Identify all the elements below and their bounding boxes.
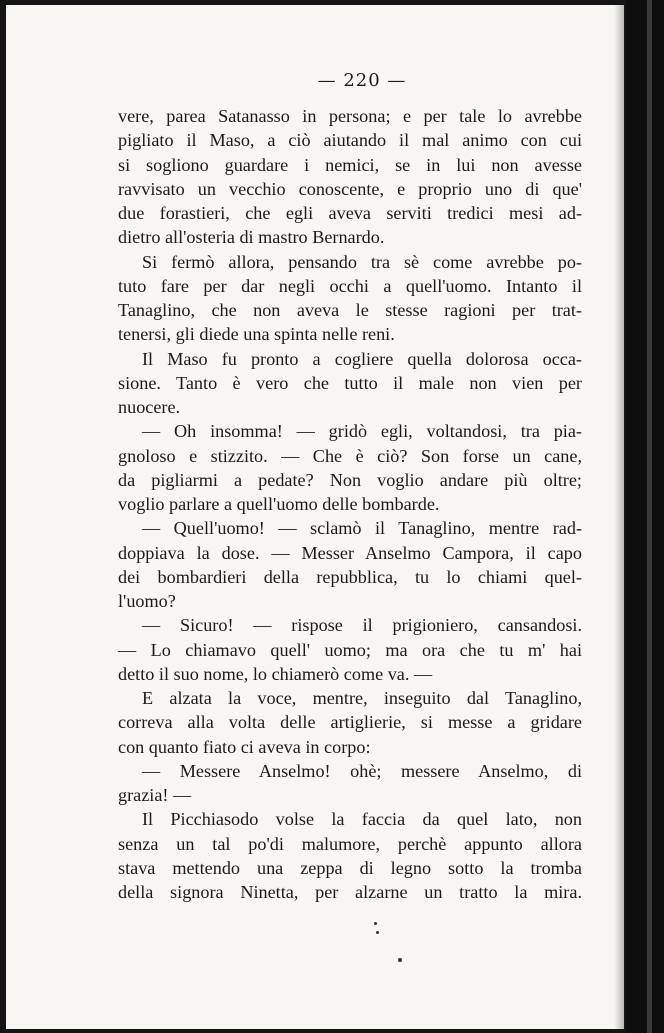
text-line: voglio parlare a quell'uomo delle bombarde. <box>118 494 440 514</box>
text-line: — Messere Anselmo! ohè; messere Anselmo, di <box>142 760 582 781</box>
text-line: due forastieri, che egli aveva serviti tredici mesi ad- <box>118 203 582 223</box>
text-line: Il Picchiasodo volse la faccia da quel lato, non <box>142 809 582 830</box>
text-line: della signora Ninetta, per alzarne un tratto la mira. <box>118 882 582 902</box>
text-line: doppiava la dose. — Messer Anselmo Campora, il capo <box>118 542 582 563</box>
text-line: gnoloso e stizzito. — Che è ciò? Son forse un cane, <box>118 445 582 466</box>
text-line: tuto fare per dar negli occhi a quell'uomo. Intanto il <box>118 275 582 296</box>
text-line: si sogliono guardare i nemici, se in lui non avesse <box>118 154 582 175</box>
paragraph <box>118 347 582 420</box>
text-line: correva alla volta delle artiglierie, si messe a gridare <box>118 712 582 733</box>
text-line: l'uomo? <box>118 591 176 611</box>
paragraph <box>118 104 582 250</box>
text-line: detto il suo nome, lo chiamerò come va. — <box>118 663 433 684</box>
scan-right-edge <box>626 0 664 1033</box>
text-line: senza un tal po'di malumore, perchè appunto allora <box>118 833 582 854</box>
paragraph <box>118 686 582 759</box>
text-line: — Quell'uomo! — sclamò il Tanaglino, mentre rad- <box>142 518 582 539</box>
scan-speck <box>374 922 377 925</box>
scan-speck <box>376 931 379 934</box>
text-line: vere, parea Satanasso in persona; e per tale lo avrebbe <box>118 106 582 126</box>
text-line: Tanaglino, che non aveva le stesse ragioni per trat- <box>118 300 582 320</box>
text-line: da pigliarmi a pedate? Non voglio andare più oltre; <box>118 469 582 490</box>
text-line: sione. Tanto è vero che tutto il male non vien per <box>118 372 582 393</box>
paragraph <box>118 516 582 613</box>
text-line: grazia! — <box>118 785 192 805</box>
text-body <box>118 104 582 904</box>
scan-edge-stripe <box>647 0 652 1033</box>
spine-shadow <box>614 5 624 1029</box>
text-line: ravvisato un vecchio conoscente, e proprio uno di que' <box>118 178 582 199</box>
text-line: — Lo chiamavo quell' uomo; ma ora che tu m' hai <box>118 639 582 660</box>
text-line: — Oh insomma! — gridò egli, voltandosi, tra pia- <box>142 421 582 442</box>
text-line: E alzata la voce, mentre, inseguito dal Tanaglino, <box>142 688 582 708</box>
text-line: nuocere. <box>118 397 181 417</box>
text-line: con quanto fiato ci aveva in corpo: <box>118 736 371 757</box>
paragraph <box>118 613 582 686</box>
scan-speck <box>398 958 402 962</box>
page-number: — 220 — <box>317 70 407 91</box>
paragraph <box>118 419 582 516</box>
text-line: stava mettendo una zeppa di legno sotto la tromba <box>118 857 582 878</box>
paragraph <box>118 250 582 347</box>
text-line: dietro all'osteria di mastro Bernardo. <box>118 227 385 248</box>
text-line: Si fermò allora, pensando tra sè come avrebbe po- <box>142 251 582 272</box>
text-line: — Sicuro! — rispose il prigioniero, cansandosi. <box>142 615 582 636</box>
text-line: dei bombardieri della repubblica, tu lo chiami quel- <box>118 566 582 587</box>
paragraph <box>118 807 582 904</box>
text-line: tenersi, gli diede una spinta nelle reni. <box>118 324 395 345</box>
paragraph <box>118 759 582 808</box>
text-line: Il Maso fu pronto a cogliere quella dolorosa occa- <box>142 348 582 369</box>
text-line: pigliato il Maso, a ciò aiutando il mal animo con cui <box>118 130 582 151</box>
